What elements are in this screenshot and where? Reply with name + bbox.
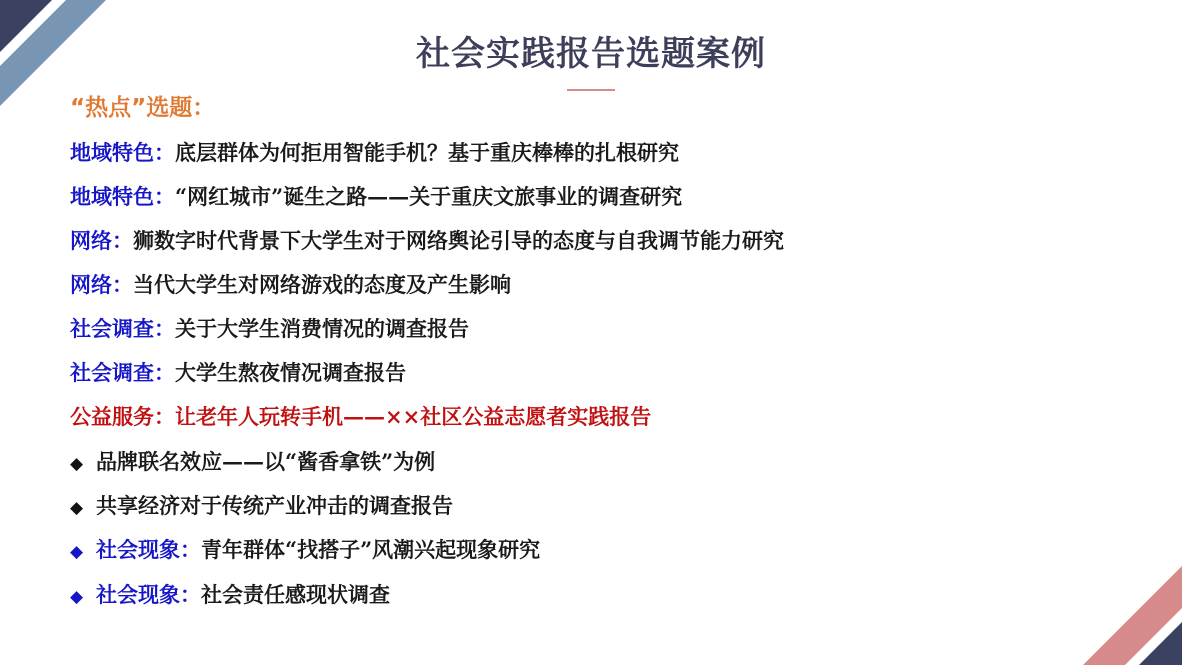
item-label: 社会调查： — [70, 360, 175, 385]
item-text: 品牌联名效应——以“酱香拿铁”为例 — [96, 449, 436, 474]
item-text: 关于大学生消费情况的调查报告 — [175, 316, 469, 341]
section-subtitle: “热点”选题： — [70, 95, 216, 121]
item-text: 当代大学生对网络游戏的态度及产生影响 — [133, 272, 511, 297]
item-text: 让老年人玩转手机——××社区公益志愿者实践报告 — [175, 404, 652, 429]
title-underline — [567, 89, 615, 91]
page-title: 社会实践报告选题案例 — [416, 34, 766, 74]
item-label: 社会调查： — [70, 316, 175, 341]
list-item-highlighted — [70, 402, 651, 432]
diamond-bullet-icon: ◆ — [70, 587, 84, 607]
list-item — [70, 358, 406, 388]
diamond-bullet-icon: ◆ — [70, 542, 84, 562]
list-item — [70, 138, 679, 168]
item-text: 狮数字时代背景下大学生对于网络舆论引导的态度与自我调节能力研究 — [133, 228, 784, 253]
item-text: 大学生熬夜情况调查报告 — [175, 360, 406, 385]
diamond-bullet-icon: ◆ — [70, 454, 84, 474]
list-item — [70, 226, 784, 256]
item-label: 网络： — [70, 272, 133, 297]
list-item — [70, 314, 469, 344]
bullet-item — [70, 447, 435, 479]
item-text: 青年群体“找搭子”风潮兴起现象研究 — [201, 537, 541, 562]
bullet-item — [70, 491, 453, 523]
item-text: “网红城市”诞生之路——关于重庆文旅事业的调查研究 — [175, 184, 683, 209]
item-label: 地域特色： — [70, 140, 175, 165]
item-label: 网络： — [70, 228, 133, 253]
bullet-item — [70, 535, 540, 567]
item-label: 社会现象： — [96, 582, 201, 607]
item-label: 地域特色： — [70, 184, 175, 209]
list-item — [70, 270, 511, 300]
item-text: 共享经济对于传统产业冲击的调查报告 — [96, 493, 453, 518]
list-item — [70, 182, 682, 212]
item-label: 公益服务： — [70, 404, 175, 429]
item-text: 社会责任感现状调查 — [201, 582, 390, 607]
bullet-item — [70, 580, 390, 612]
item-label: 社会现象： — [96, 537, 201, 562]
item-text: 底层群体为何拒用智能手机？基于重庆棒棒的扎根研究 — [175, 140, 679, 165]
diamond-bullet-icon: ◆ — [70, 498, 84, 518]
